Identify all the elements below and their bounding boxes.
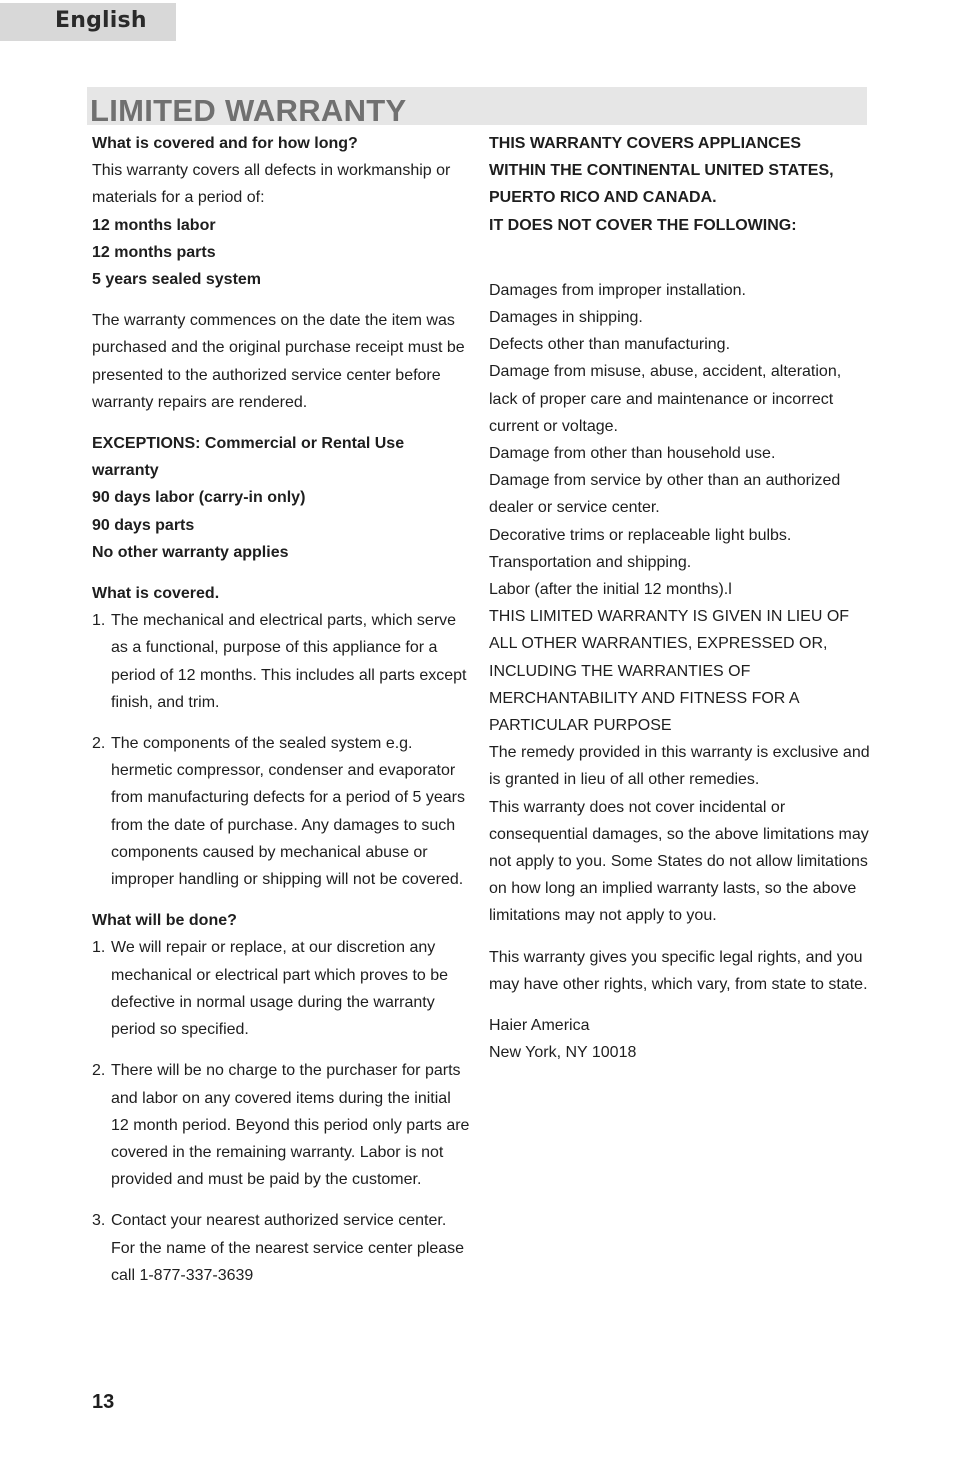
item-number: 2.: [92, 1062, 106, 1080]
page-title: LIMITED WARRANTY: [90, 93, 407, 128]
rights-text: This warranty gives you specific legal rights, and you may have other rights, which vary, from state to state.: [489, 948, 868, 993]
scope-line: THIS WARRANTY COVERS APPLIANCES: [489, 135, 802, 152]
not-covered-item: Damages in shipping.: [489, 309, 643, 327]
period-parts: 12 months parts: [92, 243, 216, 261]
scope-line: WITHIN THE CONTINENTAL UNITED STATES,: [489, 162, 834, 180]
item-text: We will repair or replace, at our discretion any mechanical or electrical part which proves to be defective in normal usage during the warranty period so specified.: [111, 939, 449, 1039]
not-covered-item: Labor (after the initial 12 months).l: [489, 581, 732, 599]
item-text: Contact your nearest authorized service center. For the name of the nearest service center please call 1-877-337-3639: [111, 1212, 465, 1284]
not-covered-item: Damages from improper installation.: [489, 281, 746, 299]
disclaimer-line: INCLUDING THE WARRANTIES OF: [489, 662, 751, 680]
not-covered-item: Damage from service by other than an authorized dealer or service center.: [489, 472, 841, 517]
item-number: 1.: [92, 939, 106, 957]
company-address: New York, NY 10018: [489, 1044, 637, 1062]
page-number: 13: [92, 1391, 115, 1413]
not-covered-item: Damage from other than household use.: [489, 445, 776, 463]
item-number: 2.: [92, 735, 106, 753]
item-text: The mechanical and electrical parts, which serve as a functional, purpose of this appliance for a period of 12 months. This includes all parts except finish, and trim.: [111, 612, 467, 711]
done-heading: What will be done?: [92, 912, 237, 930]
exceptions-heading: EXCEPTIONS: Commercial or Rental Use warranty: [92, 435, 405, 480]
remedy-text: The remedy provided in this warranty is exclusive and is granted in lieu of all other remedies.: [489, 744, 870, 789]
item-number: 1.: [92, 612, 106, 630]
language-tab: English: [0, 3, 176, 41]
done-item: [92, 1057, 472, 1193]
done-item: [92, 1207, 472, 1289]
disclaimer-line: MERCHANTABILITY AND FITNESS FOR A: [489, 689, 800, 707]
scope-line: IT DOES NOT COVER THE FOLLOWING:: [489, 216, 797, 234]
covered-item: [92, 607, 472, 716]
exception-no-other: No other warranty applies: [92, 543, 289, 561]
disclaimer-line: PARTICULAR PURPOSE: [489, 717, 672, 735]
commencement-text: The warranty commences on the date the item was purchased and the original purchase receipt must be presented to the authorized service center before warranty repairs are rendered.: [92, 312, 465, 411]
coverage-text: This warranty covers all defects in workmanship or materials for a period of:: [92, 162, 451, 207]
exception-labor: 90 days labor (carry-in only): [92, 489, 306, 507]
disclaimer-line: THIS LIMITED WARRANTY IS GIVEN IN LIEU OF: [489, 608, 850, 626]
not-covered-item: Transportation and shipping.: [489, 553, 692, 571]
left-column: [92, 130, 472, 1289]
done-item: [92, 934, 472, 1043]
item-text: The components of the sealed system e.g. hermetic compressor, condenser and evaporator from manufacturing defects for a period of 5 years from the date of purchase. Any damages to such components caused by mechanical abuse or improper handling or shipping will not be covered.: [111, 735, 465, 889]
period-labor: 12 months labor: [92, 216, 216, 234]
covered-item: [92, 730, 472, 893]
item-text: There will be no charge to the purchaser for parts and labor on any covered items during the initial 12 month period. Beyond this period only parts are covered in the remaining warranty. Labor is not provided and must be paid by the customer.: [111, 1062, 470, 1189]
incidental-text: This warranty does not cover incidental or consequential damages, so the above limitations may not apply to you. Some States do not allow limitations on how long an implied warranty lasts, so the above limitations may not apply to you.: [489, 798, 869, 925]
not-covered-item: Damage from misuse, abuse, accident, alteration, lack of proper care and maintenance or incorrect current or voltage.: [489, 363, 842, 435]
exception-parts: 90 days parts: [92, 516, 195, 534]
right-column: [489, 130, 874, 1067]
item-number: 3.: [92, 1212, 106, 1230]
period-sealed-system: 5 years sealed system: [92, 271, 262, 289]
scope-line: PUERTO RICO AND CANADA.: [489, 189, 717, 207]
title-bar: [87, 87, 867, 128]
not-covered-item: Defects other than manufacturing.: [489, 336, 731, 354]
disclaimer-line: ALL OTHER WARRANTIES, EXPRESSED OR,: [489, 635, 828, 653]
not-covered-item: Decorative trims or replaceable light bulbs.: [489, 526, 792, 544]
company-name: Haier America: [489, 1017, 590, 1035]
coverage-heading: What is covered and for how long?: [92, 135, 358, 152]
covered-heading: What is covered.: [92, 585, 220, 603]
